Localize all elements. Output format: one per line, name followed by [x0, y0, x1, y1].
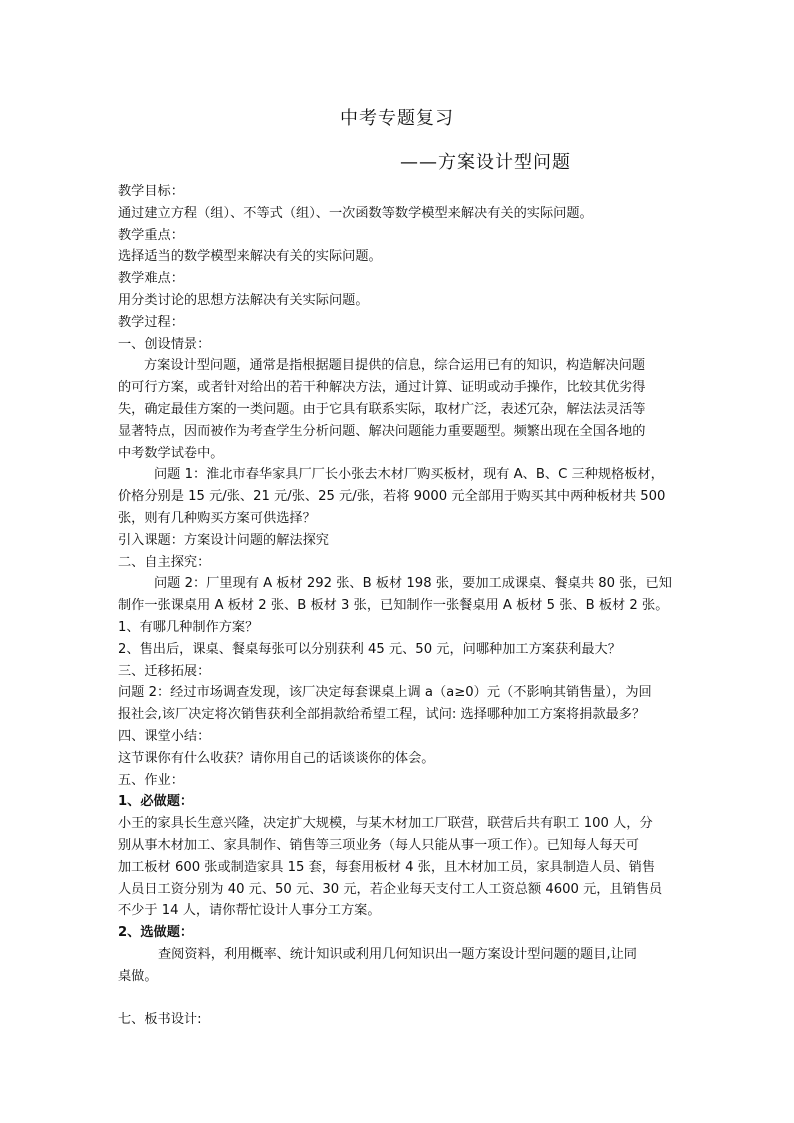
homework-line: 人员日工资分别为 40 元、50 元、30 元，若企业每天支付工人工资总额 4600 元，且销售员	[118, 881, 663, 897]
blank-line	[118, 987, 686, 1009]
paragraph-line: 这节课你有什么收获？请你用自己的话谈谈你的体会。	[118, 750, 435, 766]
section-heading-7: 七、板书设计:	[118, 1012, 202, 1028]
document-title: 中考专题复习	[340, 108, 454, 129]
heading-teaching-difficulty: 教学难点：	[118, 271, 184, 287]
document-subtitle: ——方案设计型问题	[400, 152, 571, 173]
heading-teaching-process: 教学过程：	[118, 314, 184, 330]
optional-homework-heading: 2、选做题：	[118, 925, 194, 941]
heading-teaching-focus: 教学重点：	[118, 227, 184, 243]
document-body	[118, 181, 686, 1031]
paragraph-line: 失，确定最佳方案的一类问题。由于它具有联系实际，取材广泛，表述冗杂，解法法灵活等	[118, 401, 646, 417]
homework-line: 不少于 14 人，请你帮忙设计人事分工方案。	[118, 903, 381, 919]
problem-1-line: 价格分别是 15 元/张、21 元/张、25 元/张，若将 9000 元全部用于购买其中两种板材共 500	[118, 489, 666, 505]
problem-2-line: 问题 2：厂里现有 A 板材 292 张、B 板材 198 张，要加工成课桌、餐桌共 80 张，已知	[154, 576, 672, 592]
problem-1-line: 张，则有几种购买方案可供选择？	[118, 510, 316, 526]
section-heading-2: 二、自主探究：	[118, 554, 211, 570]
section-heading-4: 四、课堂小结：	[118, 728, 211, 744]
section-heading-1: 一、创设情景：	[118, 336, 211, 352]
question-item: 1、有哪几种制作方案？	[118, 619, 259, 635]
extension-line: 报社会,该厂决定将次销售获利全部捐款给希望工程，试问: 选择哪种加工方案将捐款最多？	[118, 707, 646, 723]
paragraph-line: 通过建立方程（组）、不等式（组）、一次函数等数学模型来解决有关的实际问题。	[118, 205, 593, 221]
homework-line: 加工板材 600 张或制造家具 15 套，每套用板材 4 张，且木材加工员，家具制造人员、销售	[118, 859, 656, 875]
paragraph-line: 显著特点，因而被作为考查学生分析问题、解决问题能力重要题型。频繁出现在全国各地的	[118, 423, 646, 439]
extension-line: 问题 2：经过市场调查发现，该厂决定每套课桌上调 a（a≥0）元（不影响其销售量），为回	[118, 685, 652, 701]
homework-line: 别从事木材加工、家具制作、销售等三项业务（每人只能从事一项工作）。已知每人每天可	[118, 837, 639, 853]
homework-line: 小王的家具长生意兴隆，决定扩大规模，与某木材加工厂联营，联营后共有职工 100 人，分	[118, 816, 653, 832]
paragraph-line: 用分类讨论的思想方法解决有关实际问题。	[118, 292, 369, 308]
paragraph-line: 中考数学试卷中。	[118, 445, 224, 461]
paragraph-line: 方案设计型问题，通常是指根据题目提供的信息，综合运用已有的知识，构造解决问题	[144, 358, 646, 374]
section-heading-3: 三、迁移拓展：	[118, 663, 211, 679]
homework-line: 桌做。	[118, 968, 158, 984]
problem-2-line: 制作一张课桌用 A 板材 2 张、B 板材 3 张，已知制作一张餐桌用 A 板材 5 张、B 板材 2 张。	[118, 598, 669, 614]
problem-1-line: 问题 1：淮北市春华家具厂厂长小张去木材厂购买板材，现有 A、B、C 三种规格板材，	[154, 467, 664, 483]
heading-teaching-goals: 教学目标：	[118, 184, 184, 199]
section-heading-5: 五、作业：	[118, 772, 184, 788]
paragraph-line: 的可行方案，或者针对给出的若干种解决方法，通过计算、证明或动手操作，比较其优劣得	[118, 380, 646, 396]
paragraph-line: 选择适当的数学模型来解决有关的实际问题。	[118, 249, 382, 265]
homework-line: 查阅资料，利用概率、统计知识或利用几何知识出一题方案设计型问题的题目,让同	[158, 946, 637, 962]
question-item: 2、售出后，课桌、餐桌每张可以分别获利 45 元、50 元，问哪种加工方案获利最大？	[118, 641, 621, 657]
required-homework-heading: 1、必做题：	[118, 794, 194, 810]
paragraph-line: 引入课题：方案设计问题的解法探究	[118, 532, 329, 548]
